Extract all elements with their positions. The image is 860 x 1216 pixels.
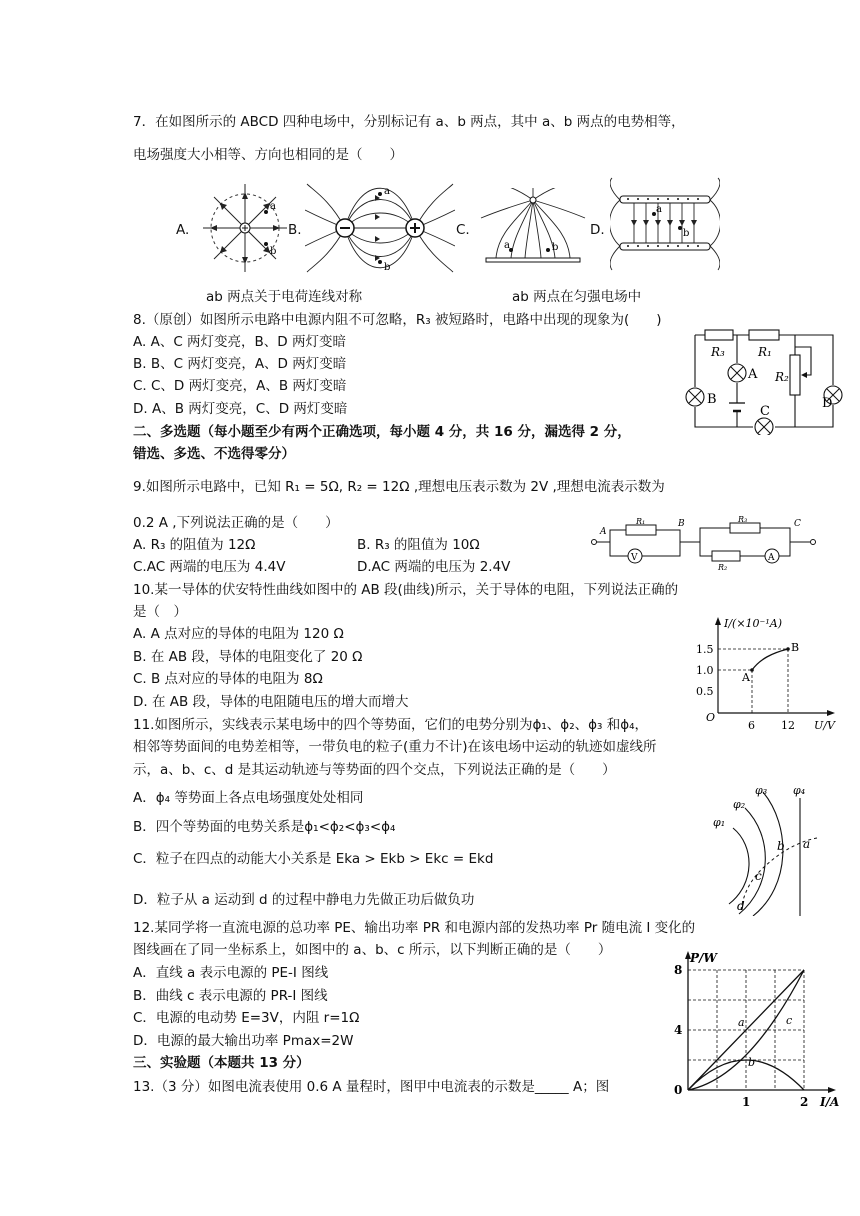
q9-voltmeter-label: V — [631, 553, 638, 563]
q7-stem-line1: 7．在如图所示的 ABCD 四种电场中，分别标记有 a、b 两点，其中 a、b 两点的电势相等， — [133, 114, 685, 130]
q10-option-a: A. A 点对应的导体的电阻为 120 Ω — [133, 626, 344, 642]
q7-fig-b-point-b: b — [384, 262, 391, 273]
q8-lamp-c-label: C — [760, 404, 770, 419]
q10-graph-point-a: A — [742, 671, 750, 684]
q12-stem-line2: 图线画在了同一坐标系上，如图中的 a、b、c 所示，以下判断正确的是（ ） — [133, 942, 612, 958]
q11-fig-phi2: φ₂ — [733, 798, 746, 811]
q12-option-d: D．电源的最大输出功率 Pmax=2W — [133, 1033, 354, 1049]
section2-heading-line2: 错选、多选、不选得零分） — [133, 446, 295, 462]
q11-fig-b: b — [777, 839, 785, 853]
q8-option-b: B. B、C 两灯变亮，A、D 两灯变暗 — [133, 356, 347, 372]
q11-stem-line2: 相邻等势面间的电势差相等，一带负电的粒子(重力不计)在该电场中运动的轨迹如虚线所 — [133, 739, 657, 755]
q9-circuit-diagram — [588, 514, 820, 572]
q7-fig-c-point-a: a — [504, 240, 510, 251]
q12-graph-curve-b: b — [748, 1056, 756, 1069]
q9-circuit-r1: R₁ — [636, 517, 646, 526]
q10-option-b: B. 在 AB 段，导体的电阻变化了 20 Ω — [133, 649, 363, 665]
q10-graph-point-b: B — [791, 641, 800, 654]
q12-option-a: A．直线 a 表示电源的 PE-I 图线 — [133, 965, 329, 981]
q13-stem-line1: 13.（3 分）如图电流表使用 0.6 A 量程时，图甲中电流表的示数是_____ A；图 — [133, 1079, 610, 1095]
q12-graph-xtick-1: 1 — [742, 1095, 751, 1108]
q11-stem-line3: 示，a、b、c、d 是其运动轨迹与等势面的四个交点，下列说法正确的是（ ） — [133, 762, 616, 778]
q12-graph-ytick-4: 4 — [674, 1023, 683, 1037]
q12-graph-ylabel: P/W — [690, 951, 717, 965]
q9-circuit-r2: R₂ — [718, 563, 728, 572]
q9-stem-line2: 0.2 A ,下列说法正确的是（ ） — [133, 515, 339, 531]
q9-option-d: D.AC 两端的电压为 2.4V — [357, 559, 511, 575]
q12-option-b: B．曲线 c 表示电源的 PR-I 图线 — [133, 988, 328, 1004]
q12-option-c: C．电源的电动势 E=3V，内阻 r=1Ω — [133, 1010, 360, 1026]
q12-stem-line1: 12.某同学将一直流电源的总功率 PE、输出功率 PR 和电源内部的发热功率 Pr 随电流 I 变化的 — [133, 920, 696, 936]
q10-graph-ytick-0-5: 0.5 — [696, 685, 714, 698]
q10-graph-xtick-12: 12 — [781, 719, 795, 732]
q9-circuit-r3: R₃ — [738, 515, 748, 524]
q10-option-d: D. 在 AB 段，导体的电阻随电压的增大而增大 — [133, 694, 409, 710]
q10-graph-xtick-6: 6 — [748, 719, 755, 732]
q11-option-d: D．粒子从 a 运动到 d 的过程中静电力先做正功后做负功 — [133, 892, 475, 908]
q11-fig-phi3: φ₃ — [755, 786, 768, 797]
section2-heading-line1: 二、多选题（每小题至少有两个正确选项，每小题 4 分，共 16 分，漏选得 2 分， — [133, 424, 631, 440]
q10-stem-line2: 是（ ） — [133, 604, 187, 620]
q7-fig-a-point-b: b — [270, 246, 277, 257]
q12-graph-curve-a: a — [738, 1016, 745, 1029]
q7-fig-c-point-b: b — [552, 242, 559, 253]
q10-graph-ylabel: I/(×10⁻¹A) — [724, 617, 783, 630]
q8-circuit-r3: R₃ — [711, 345, 725, 359]
q7-caption-b: ab 两点关于电荷连线对称 — [206, 289, 363, 305]
q7-fig-d-point-b: b — [683, 228, 690, 239]
q10-iv-graph — [690, 617, 840, 733]
q12-graph-ytick-8: 8 — [674, 963, 683, 977]
q8-stem: 8.（原创）如图所示电路中电源内阻不可忽略，R₃ 被短路时，电路中出现的现象为( ) — [133, 312, 662, 328]
q7-caption-d: ab 两点在匀强电场中 — [512, 289, 642, 305]
q7-label-d: D. — [590, 222, 605, 238]
q7-figure-b-dipole — [305, 180, 455, 276]
q10-stem-line1: 10.某一导体的伏安特性曲线如图中的 AB 段(曲线)所示，关于导体的电阻，下列说法正确的 — [133, 582, 679, 598]
q11-fig-phi4: φ₄ — [793, 786, 806, 797]
q11-fig-c: c — [755, 869, 762, 883]
q10-option-c: C. B 点对应的导体的电阻为 8Ω — [133, 671, 323, 687]
q11-stem-line1: 11.如图所示，实线表示某电场中的四个等势面，它们的电势分别为ϕ₁、ϕ₂、ϕ₃ 和ϕ₄， — [133, 717, 649, 733]
q12-graph-curve-c: c — [786, 1014, 793, 1027]
q10-graph-xlabel: U/V — [814, 719, 835, 732]
q11-fig-a: a — [803, 837, 811, 851]
q11-option-b: B．四个等势面的电势关系是ϕ₁<ϕ₂<ϕ₃<ϕ₄ — [133, 819, 396, 835]
q9-node-b: B — [678, 519, 685, 529]
q8-option-a: A. A、C 两灯变亮，B、D 两灯变暗 — [133, 334, 346, 350]
q9-node-c: C — [794, 519, 801, 529]
q7-label-c: C. — [456, 222, 470, 238]
q12-power-graph — [668, 950, 844, 1108]
q12-graph-origin: 0 — [674, 1083, 683, 1097]
q7-label-a: A. — [176, 222, 190, 238]
q9-option-c: C.AC 两端的电压为 4.4V — [133, 559, 286, 575]
q8-circuit-r2: R₂ — [775, 370, 789, 384]
q10-graph-ytick-1-5: 1.5 — [696, 643, 714, 656]
q8-lamp-b-label: B — [707, 392, 717, 407]
q11-option-a: A．ϕ₄ 等势面上各点电场强度处处相同 — [133, 790, 364, 806]
q8-lamp-d-label: D — [822, 396, 833, 411]
q9-option-b: B. R₃ 的阻值为 10Ω — [357, 537, 480, 553]
q11-fig-d: d — [737, 899, 745, 913]
q7-figure-a-point-charge — [200, 180, 290, 276]
q7-label-b: B. — [288, 222, 302, 238]
q8-option-d: D. A、B 两灯变亮，C、D 两灯变暗 — [133, 401, 348, 417]
q9-ammeter-label: A — [768, 553, 775, 563]
q7-stem-line2: 电场强度大小相等、方向也相同的是（ ） — [133, 147, 403, 163]
q8-circuit-diagram — [683, 325, 851, 435]
q10-graph-ytick-1-0: 1.0 — [696, 664, 714, 677]
section3-heading: 三、实验题（本题共 13 分） — [133, 1055, 310, 1071]
q7-figure-d-parallel-plates — [610, 176, 720, 272]
q8-option-c: C. C、D 两灯变亮，A、B 两灯变暗 — [133, 378, 347, 394]
q11-option-c: C．粒子在四点的动能大小关系是 Eka > Ekb > Ekc = Ekd — [133, 851, 494, 867]
q7-fig-a-point-a: a — [270, 201, 276, 212]
q7-fig-d-point-a: a — [656, 204, 662, 215]
q8-lamp-a-label: A — [748, 367, 758, 382]
q12-graph-xtick-2: 2 — [800, 1095, 809, 1108]
q9-option-a: A. R₃ 的阻值为 12Ω — [133, 537, 256, 553]
q11-equipotential-figure — [705, 786, 825, 916]
q7-figure-c-charge-plate — [478, 188, 588, 268]
q12-graph-xlabel: I/A — [820, 1095, 840, 1108]
q11-fig-phi1: φ₁ — [713, 816, 726, 829]
q7-fig-b-point-a: a — [384, 186, 390, 197]
q9-node-a: A — [600, 527, 607, 537]
q9-stem-line1: 9.如图所示电路中，已知 R₁ = 5Ω, R₂ = 12Ω ,理想电压表示数为 2V ,理想电流表示数为 — [133, 479, 665, 495]
q10-graph-origin: O — [706, 711, 716, 724]
q8-circuit-r1: R₁ — [758, 345, 772, 359]
